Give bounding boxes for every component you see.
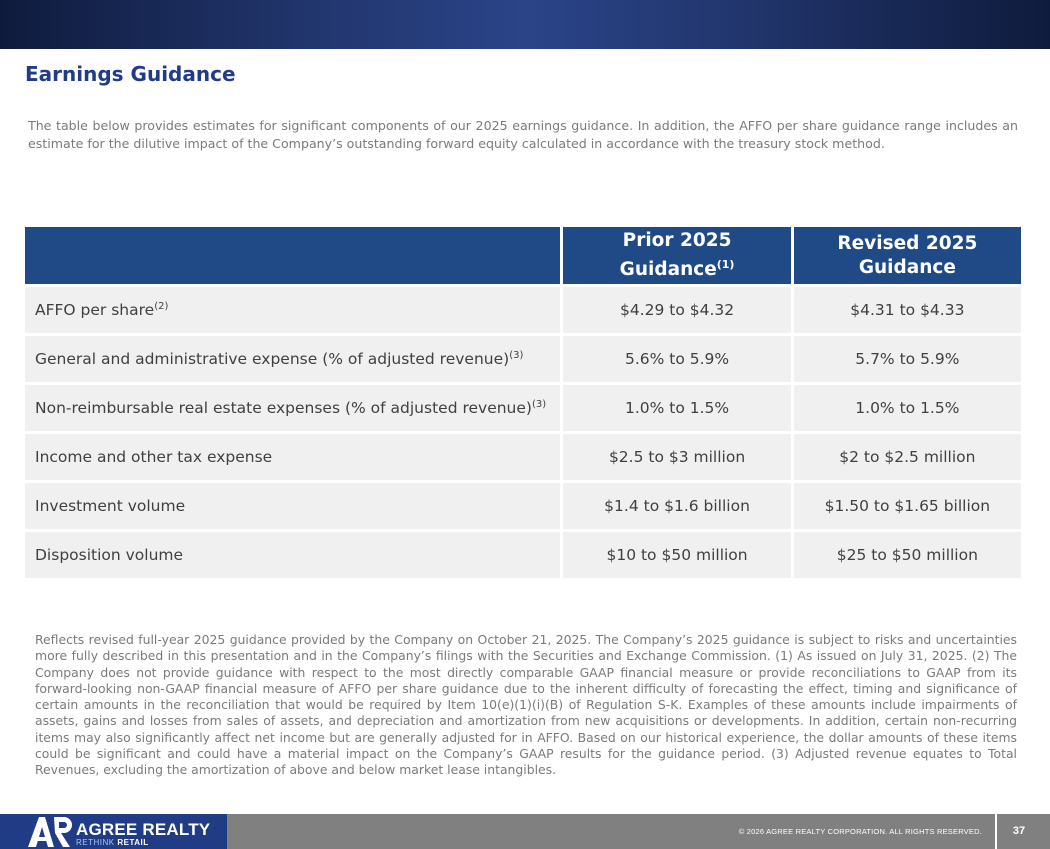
guidance-table — [22, 224, 1024, 581]
prior-guidance-cell: $4.29 to $4.32 — [563, 287, 790, 333]
revised-guidance-cell: $1.50 to $1.65 billion — [794, 483, 1021, 529]
column-header-revised-line2: Guidance — [858, 256, 956, 278]
revised-guidance-cell: $25 to $50 million — [794, 532, 1021, 578]
row-label — [25, 483, 560, 529]
row-label-text: Disposition volume — [35, 546, 184, 565]
agree-realty-logo-icon — [28, 817, 74, 847]
table-row — [25, 532, 1021, 578]
row-label — [25, 287, 560, 333]
table-row — [25, 287, 1021, 333]
prior-guidance-cell: 5.6% to 5.9% — [563, 336, 790, 382]
row-footnote-ref: (2) — [154, 301, 169, 313]
page-title: Earnings Guidance — [25, 62, 236, 86]
table-header-row — [25, 227, 1021, 284]
company-name: AGREE REALTY — [76, 820, 211, 839]
intro-paragraph: The table below provides estimates for significant components of our 2025 earnings guidance. In addition, the AFFO per share guidance range includes an estimate for the dilutive impact of the Company’s outstanding forward equity calculated in accordance with the treasury stock method. — [28, 118, 1018, 151]
footer-divider — [995, 814, 997, 849]
column-header-prior-line2: Guidance — [619, 259, 717, 281]
column-header-revised — [794, 227, 1021, 284]
table-row — [25, 483, 1021, 529]
footer-bar — [0, 814, 1050, 849]
row-label-text: Non-reimbursable real estate expenses (% of adjusted revenue) — [35, 399, 532, 418]
row-label — [25, 434, 560, 480]
row-label-text: Investment volume — [35, 497, 186, 516]
table-header-blank — [25, 227, 560, 284]
column-header-prior-footnote-ref: (1) — [716, 258, 735, 271]
row-label-text: Income and other tax expense — [35, 448, 273, 467]
column-header-prior — [563, 227, 790, 284]
prior-guidance-cell: $10 to $50 million — [563, 532, 790, 578]
row-label-text: AFFO per share — [35, 301, 155, 320]
footnote-text: Reflects revised full-year 2025 guidance provided by the Company on October 21, 2025. The Company’s 2025 guidance is subject to risks and uncertainties more fully described in this presentation and in the Company’s filings with the Securities and Exchange Commission. (1) As issued on July 31, 2025. (2) The Company does not provide guidance with respect to the most directly comparable GAAP financial measure or provide reconciliations to GAAP from its forward-looking non-GAAP financial measure of AFFO per share guidance due to the inherent difficulty of forecasting the effect, timing and significance of certain amounts in the reconciliation that would be required by Item 10(e)(1)(i)(B) of Regulation S-K. Examples of these amounts include impairments of assets, gains and losses from sales of assets, and depreciation and amortization from new acquisitions or developments. In addition, certain non-recurring items may also significantly affect net income but are generally adjusted for in AFFO. Based on our historical experience, the dollar amounts of these items could be significant and could have a material impact on the Company’s GAAP results for the guidance period. (3) Adjusted revenue equates to Total Revenues, excluding the amortization of above and below market lease intangibles. — [35, 632, 1017, 778]
row-label — [25, 385, 560, 431]
revised-guidance-cell: $2 to $2.5 million — [794, 434, 1021, 480]
revised-guidance-cell: 5.7% to 5.9% — [794, 336, 1021, 382]
footer-logo — [0, 814, 227, 849]
prior-guidance-cell: $1.4 to $1.6 billion — [563, 483, 790, 529]
table-row — [25, 385, 1021, 431]
company-tagline — [76, 838, 149, 847]
page-number: 37 — [1012, 825, 1026, 837]
table-row — [25, 434, 1021, 480]
prior-guidance-cell: 1.0% to 1.5% — [563, 385, 790, 431]
revised-guidance-cell: $4.31 to $4.33 — [794, 287, 1021, 333]
table-row — [25, 336, 1021, 382]
copyright-notice: © 2026 AGREE REALTY CORPORATION. ALL RIGHTS RESERVED. — [738, 827, 982, 836]
top-banner — [0, 0, 1050, 49]
prior-guidance-cell: $2.5 to $3 million — [563, 434, 790, 480]
column-header-prior-line1: Prior 2025 — [622, 230, 732, 251]
tagline-retail: RETAIL — [117, 838, 149, 847]
revised-guidance-cell: 1.0% to 1.5% — [794, 385, 1021, 431]
column-header-revised-line1: Revised 2025 — [837, 232, 978, 254]
row-label — [25, 532, 560, 578]
row-label — [25, 336, 560, 382]
row-footnote-ref: (3) — [531, 399, 547, 411]
tagline-rethink: RETHINK — [76, 838, 115, 847]
row-footnote-ref: (3) — [509, 350, 524, 362]
row-label-text: General and administrative expense (% of adjusted revenue) — [35, 350, 510, 369]
